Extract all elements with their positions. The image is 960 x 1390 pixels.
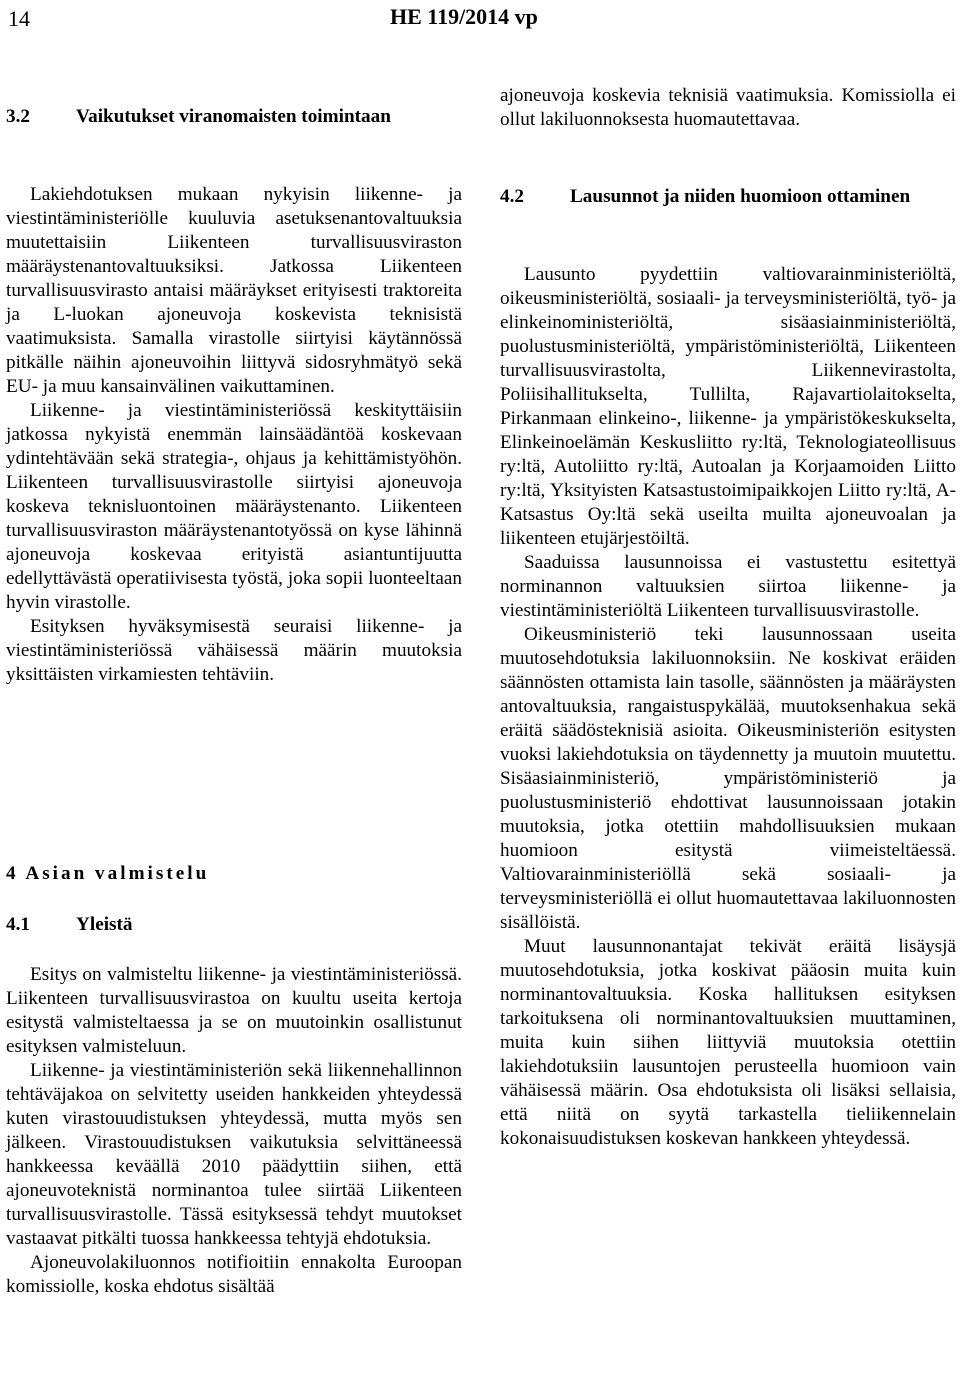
document-title: HE 119/2014 vp xyxy=(390,4,538,29)
heading-3-2 xyxy=(6,105,462,129)
paragraph: Saaduissa lausunnoissa ei vastustettu esitettyä norminannon valtuuksien siirtoa liikenne- ja viestintäministeriöltä Liikenteen turvallisuusvirastolle. xyxy=(500,552,956,621)
paragraph: Liikenne- ja viestintäministeriön sekä liikennehallinnon tehtäväjakoa on selvitetty useiden hankkeiden yhteydessä kuten virastouudistuksen yhteydessä, mutta myös sen jälkeen. Virastouudistuksen vaikutuksia selvittäneessä hankkeessa keväällä 2010 päädyttiin siihen, että ajoneuvoteknistä norminantoa tulee siirtää Liikenteen turvallisuusvirastolle. Tässä esityksessä tehdyt muutokset vastaavat pitkälti tuossa hankkeessa tehtyjä ehdotuksia. xyxy=(6,1060,462,1249)
heading-4-1 xyxy=(6,913,462,937)
heading-4: 4 Asian valmistelu xyxy=(6,863,210,884)
heading-number: 4.2 xyxy=(500,186,524,207)
left-body-2 xyxy=(6,963,462,1299)
paragraph: Esitys on valmisteltu liikenne- ja viestintäministeriössä. Liikenteen turvallisuusvirastoa on kuultu useita kertoja esitystä valmisteltaessa ja se on muutoinkin osallistunut esityksen valmisteluun. xyxy=(6,964,462,1057)
paragraph: Lakiehdotuksen mukaan nykyisin liikenne- ja viestintäministeriölle kuuluvia asetuksenantovaltuuksia muutettaisiin Liikenteen turvallisuusviraston määräystenantovaltuuksiksi. Jatkossa Liikenteen turvallisuusvirasto antaisi määräykset erityisesti traktoreita ja L-luokan ajoneuvoja koskevista teknisistä vaatimuksista. Samalla virastolle siirtyisi käytännössä pitkälle näihin ajoneuvoihin liittyvä sidosryhmätyö sekä EU- ja muu kansainvälinen vaikuttaminen. xyxy=(6,184,462,397)
paragraph: Liikenne- ja viestintäministeriössä keskityttäisiin jatkossa nykyistä enemmän lainsäädäntöä koskevaan ydintehtävään sekä strategia-, ohjaus ja kehittämistyöhön. Liikenteen turvallisuusvirastolle siirtyisi ajoneuvoja koskeva teknisluontoinen määräystenanto. Liikenteen turvallisuusviraston määräystenantotyössä on kyse lähinnä ajoneuvoja koskevaa erityistä asiantuntijuutta edellyttävästä operatiivisesta työstä, joka sopii luonteeltaan hyvin virastolle. xyxy=(6,400,462,613)
right-body-2 xyxy=(500,263,956,1151)
heading-title: Yleistä xyxy=(76,914,133,935)
paragraph: Lausunto pyydettiin valtiovarainministeriöltä, oikeusministeriöltä, sosiaali- ja terveysministeriöltä, työ- ja elinkeinoministeriöltä, sisäasiainministeriöltä, puolustusministeriöltä, ympäristöministeriöltä, Liikenteen turvallisuusvirastolta, Liikennevirastolta, Poliisihallitukselta, Tullilta, Rajavartiolaitokselta, Pirkanmaan elinkeino-, liikenne- ja ympäristökeskukselta, Elinkeinoelämän Keskusliitto ry:ltä, Teknologiateollisuus ry:ltä, Autoliitto ry:ltä, Autoalan ja Korjaamoiden Liitto ry:ltä, Yksityisten Katsastustoimipaikkojen Liitto ry:ltä, A-Katsastus Oy:ltä sekä useilta muilta ajoneuvoalan ja liikenteen etujärjestöiltä. xyxy=(500,264,956,549)
paragraph: Esityksen hyväksymisestä seuraisi liikenne- ja viestintäministeriössä vähäisessä määrin muutoksia yksittäisten virkamiesten tehtäviin. xyxy=(6,616,462,685)
heading-4-2 xyxy=(500,185,956,209)
paragraph: Muut lausunnonantajat tekivät eräitä lisäysjä muutosehdotuksia, jotka koskivat pääosin muita kuin norminantovaltuuksia. Koska hallituksen esityksen tarkoituksena oli norminantovaltuuksien muuttaminen, muita kuin siihen liittyviä muutoksia otettiin lakiehdotuksiin lausuntojen perusteella huomioon vain vähäisessä määrin. Osa ehdotuksista oli lisäksi sellaisia, että niitä on syytä tarkastella tieliikennelain kokonaisuudistuksen koskevan hankkeen yhteydessä. xyxy=(500,936,956,1149)
paragraph: Ajoneuvolakiluonnos notifioitiin ennakolta Euroopan komissiolle, koska ehdotus sisältää xyxy=(6,1252,462,1297)
heading-title: Vaikutukset viranomaisten toimintaan xyxy=(76,106,391,127)
heading-number: 3.2 xyxy=(6,106,30,127)
heading-number: 4.1 xyxy=(6,914,30,935)
paragraph: Oikeusministeriö teki lausunnossaan useita muutosehdotuksia lakiluonnoksiin. Ne koskivat eräiden säännösten ottamista lain tasolle, säännösten ja määräysten antovaltuuksia, rangaistuspykälää, muutoksenhakua sekä eräitä säädösteknisiä asioita. Oikeusministeriön esitysten vuoksi lakiehdotuksia on täydennetty ja muutoin muutettu. Sisäasiainministeriö, ympäristöministeriö ja puolustusministeriö ehdottivat lausunnoissaan jotakin muutoksia, jotka otettiin mahdollisuuksien mukaan huomioon esitystä viimeisteltäessä. Valtiovarainministeriöllä sekä sosiaali- ja terveysministeriöllä ei ollut huomautettavaa lakiluonnosten sisällöistä. xyxy=(500,624,956,933)
paragraph: ajoneuvoja koskevia teknisiä vaatimuksia. Komissiolla ei ollut lakiluonnoksesta huomautettavaa. xyxy=(500,85,956,130)
left-body-1 xyxy=(6,183,462,687)
heading-title: Lausunnot ja niiden huomioon ottaminen xyxy=(570,186,911,207)
page-number: 14 xyxy=(8,6,30,31)
right-body-1 xyxy=(500,84,956,132)
